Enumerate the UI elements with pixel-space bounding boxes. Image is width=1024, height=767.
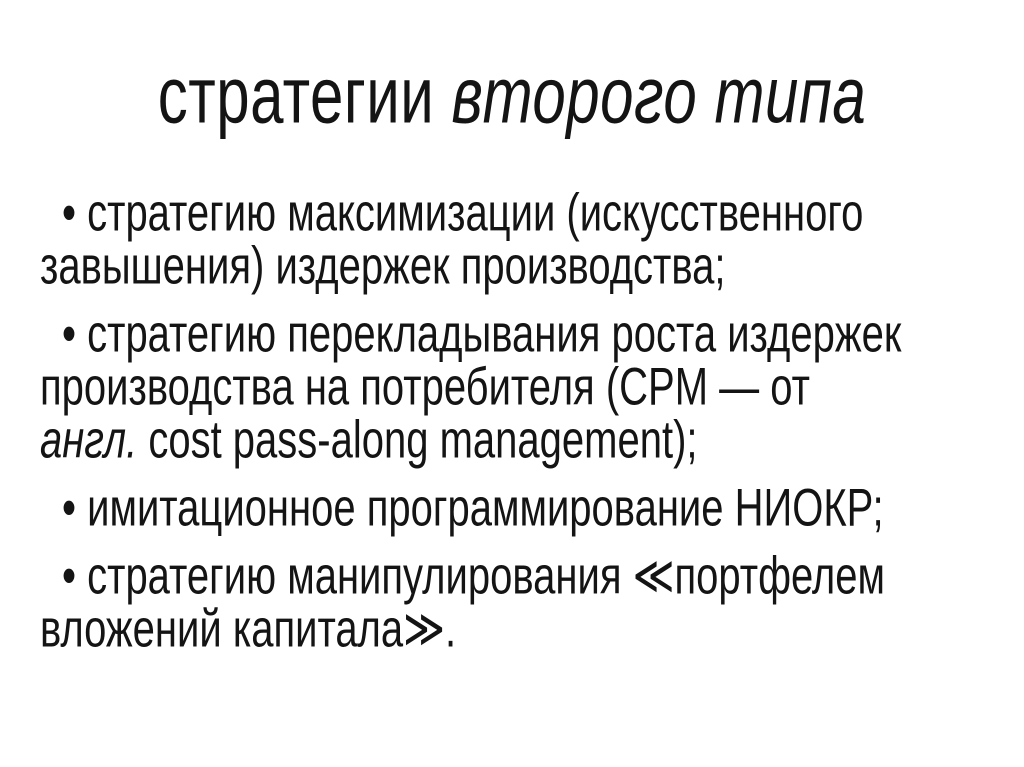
slide-title-italic: второго типа [451, 50, 867, 140]
bullet-item [40, 183, 980, 296]
bullet-line [40, 236, 980, 296]
bullet-text-italic: англ. [40, 410, 138, 470]
bullet-text: вложений капитала≫. [40, 599, 457, 659]
bullet-item [40, 304, 980, 470]
bullet-list [40, 183, 980, 659]
bullet-text: производства на потребителя (CPM — от [40, 357, 810, 417]
slide-title [0, 50, 1024, 140]
bullet-text: • стратегию перекладывания роста издержек [62, 304, 902, 364]
bullet-line [40, 599, 980, 659]
bullet-text: • имитационное программирование НИОКР; [62, 478, 884, 538]
bullet-item [40, 478, 980, 538]
bullet-item [40, 546, 980, 659]
bullet-text: • стратегию манипулирования ≪портфелем [62, 546, 885, 606]
bullet-text: • стратегию максимизации (искусственного [62, 183, 864, 243]
bullet-line [40, 478, 980, 538]
bullet-text: cost pass-along management); [137, 410, 698, 470]
bullet-text: завышения) издержек производства; [40, 236, 726, 296]
slide-title-regular: стратегии [157, 50, 452, 140]
bullet-line [40, 410, 980, 470]
